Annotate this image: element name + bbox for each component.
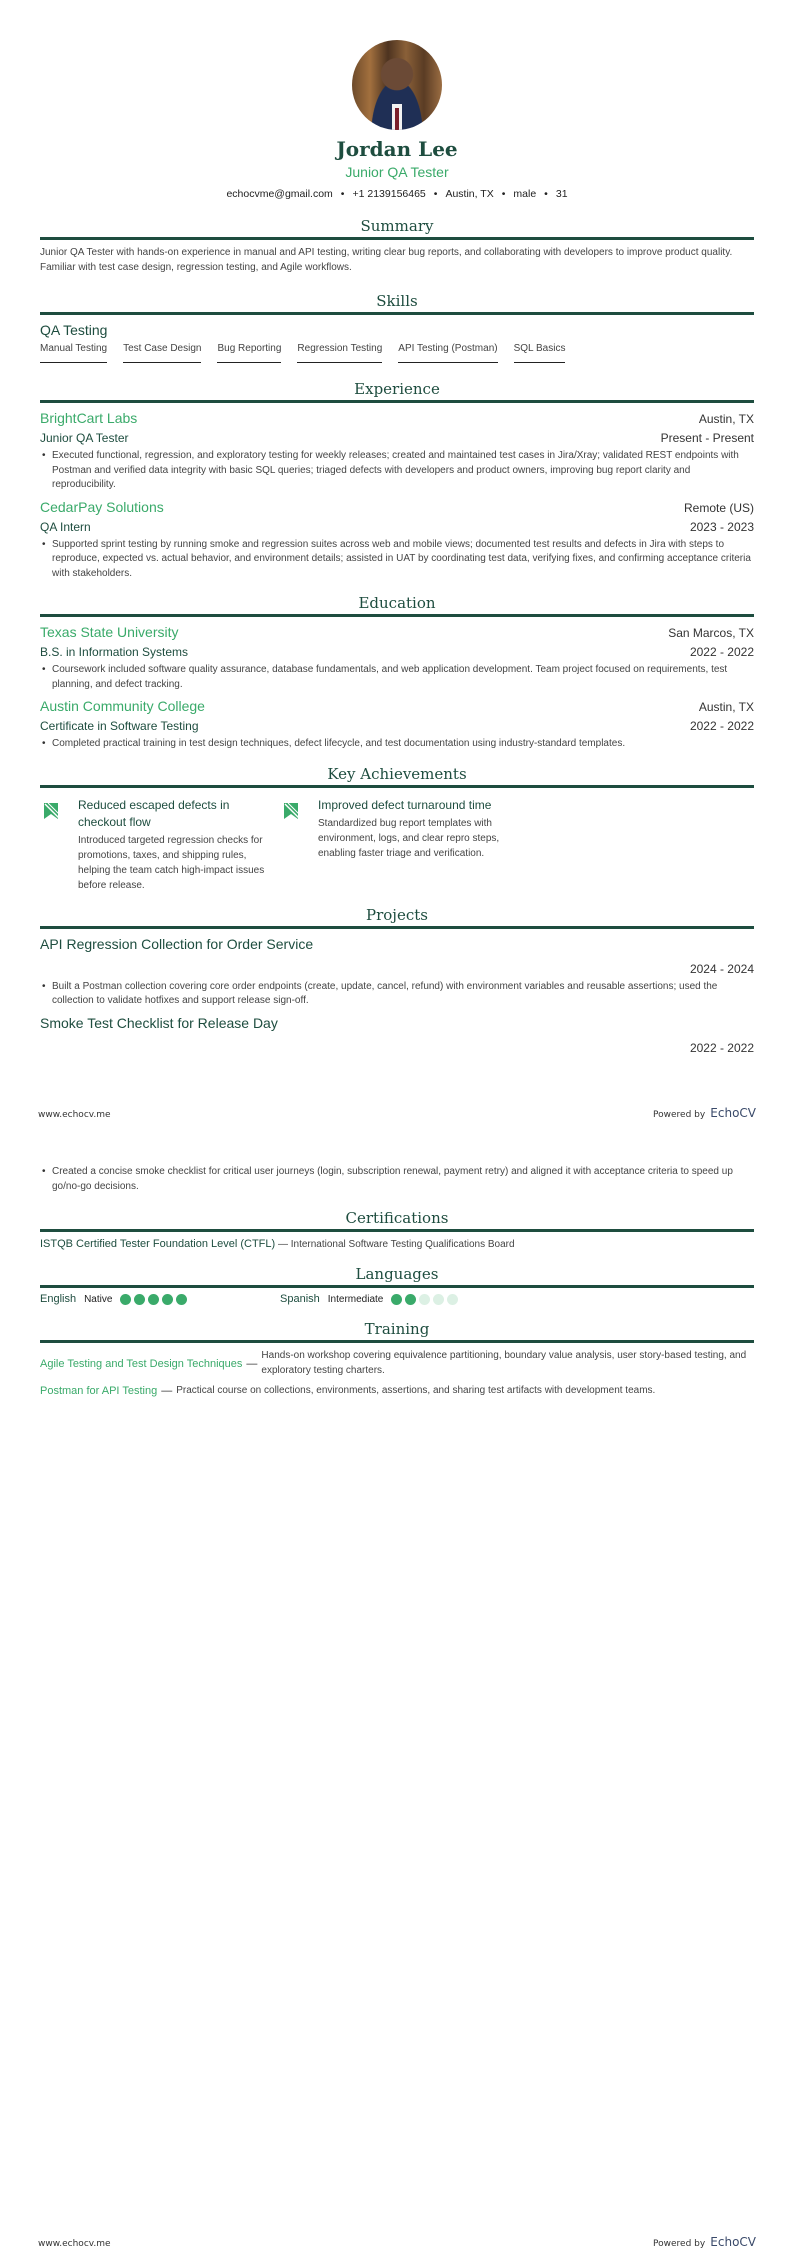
achievement-title: Reduced escaped defects in checkout flow <box>78 797 230 829</box>
section-title-skills: Skills <box>376 292 418 310</box>
job-role: QA Intern <box>40 519 91 534</box>
resume-page-2 <box>0 1123 794 2249</box>
language-item <box>40 1293 280 1305</box>
achievement-item <box>40 797 280 893</box>
contact-gender: male <box>513 188 537 200</box>
flag-icon <box>42 801 62 821</box>
skill-tag: Bug Reporting <box>217 342 281 363</box>
proficiency-dot-filled <box>120 1294 131 1305</box>
achievement-desc: Standardized bug report templates with environment, logs, and clear repro steps, enabling faster triage and verification. <box>318 817 500 859</box>
section-divider <box>40 785 754 788</box>
job-dates: 2023 - 2023 <box>689 519 754 534</box>
job-role: Junior QA Tester <box>40 431 129 445</box>
avatar <box>352 40 442 130</box>
job-bullet: • Supported sprint testing by running smoke and regression suites across web and mobile views; documented test results and defects in Jira with steps to reproduce, expected vs. actual behavior, and environment details; assisted in UAT by coordinating test data, verifying fixes, and confirming acceptance criteria with stakeholders. <box>40 538 754 582</box>
footer-brand[interactable]: EchoCV <box>710 1106 756 1120</box>
education-entry <box>40 622 754 692</box>
education-bullet: • Completed practical training in test design techniques, defect lifecycle, and test documentation using industry-standard templates. <box>40 737 754 752</box>
proficiency-dot-filled <box>391 1294 402 1305</box>
languages-list <box>40 1293 754 1305</box>
resume-page-1 <box>0 0 794 1123</box>
achievement-title: Improved defect turnaround time <box>318 797 492 812</box>
footer-site-link[interactable]: www.echocv.me <box>38 2239 111 2249</box>
section-divider <box>40 1229 754 1232</box>
proficiency-dot-filled <box>148 1294 159 1305</box>
school-name: Texas State University <box>40 624 179 640</box>
footer-powered-label: Powered by <box>653 2239 706 2249</box>
skill-tag: Manual Testing <box>40 342 107 363</box>
training-item: Agile Testing and Test Design Techniques — Hands-on workshop covering equivalence partitioning, boundary value analysis, user story-based testing, and exploratory testing charters. <box>40 1349 754 1378</box>
candidate-name: Jordan Lee <box>336 137 458 161</box>
certification-name: ISTQB Certified Tester Foundation Level (CTFL) <box>40 1238 276 1250</box>
language-level: Native <box>84 1293 113 1305</box>
skill-tag: Regression Testing <box>297 342 382 363</box>
flag-icon <box>282 801 302 821</box>
language-level: Intermediate <box>327 1293 384 1305</box>
project-title: Smoke Test Checklist for Release Day <box>40 1014 278 1031</box>
skill-group-title: QA Testing <box>40 322 108 338</box>
certification-issuer: International Software Testing Qualifications Board <box>290 1239 515 1250</box>
job-location: Remote (US) <box>683 500 754 515</box>
training-desc: Hands-on workshop covering equivalence partitioning, boundary value analysis, user story-based testing, and exploratory testing charters. <box>261 1350 747 1376</box>
proficiency-dot-filled <box>405 1294 416 1305</box>
experience-entry <box>40 497 754 582</box>
degree: B.S. in Information Systems <box>40 645 189 659</box>
project-dates: 2024 - 2024 <box>689 961 754 976</box>
degree: Certificate in Software Testing <box>40 719 199 733</box>
section-title-projects: Projects <box>366 905 428 924</box>
section-divider <box>40 312 754 315</box>
skill-tag: Test Case Design <box>123 342 201 363</box>
section-divider <box>40 926 754 929</box>
job-dates: Present - Present <box>660 431 754 445</box>
company-name: CedarPay Solutions <box>40 498 164 515</box>
section-title-experience: Experience <box>354 380 440 398</box>
job-bullet: • Executed functional, regression, and exploratory testing for weekly releases; created and maintained test cases in Jira/Xray; validated REST endpoints with Postman and verified data integrity with basic SQL queries; triaged defects with developers and product owners, improving bug report clarity and reproducibility. <box>40 449 754 493</box>
training-item: Postman for API Testing — Practical course on collections, environments, assertions, and sharing test artifacts with development teams. <box>40 1385 656 1398</box>
school-location: San Marcos, TX <box>668 626 754 640</box>
section-divider <box>40 1285 754 1288</box>
company-name: BrightCart Labs <box>40 410 138 426</box>
experience-entry <box>40 408 754 493</box>
footer-brand[interactable]: EchoCV <box>710 2235 756 2249</box>
contact-email[interactable]: echocvme@gmail.com <box>226 188 333 200</box>
language-name: English <box>40 1293 77 1305</box>
skill-tags <box>40 342 754 363</box>
education-entry <box>40 696 754 752</box>
section-title-education: Education <box>358 594 436 612</box>
project-bullet: • Created a concise smoke checklist for critical user journeys (login, subscription renewal, payment retry) and aligned it with acceptance criteria to speed up go/no-go decisions. <box>40 1165 754 1194</box>
section-title-certifications: Certifications <box>345 1209 449 1227</box>
section-divider <box>40 237 754 240</box>
education-dates: 2022 - 2022 <box>689 645 754 659</box>
footer-powered-label: Powered by <box>653 1110 706 1120</box>
proficiency-dot-filled <box>176 1294 187 1305</box>
page-footer <box>38 2231 756 2250</box>
proficiency-dot-empty <box>433 1294 444 1305</box>
contact-location: Austin, TX <box>445 188 494 200</box>
contact-phone[interactable]: +1 2139156465 <box>352 188 426 200</box>
proficiency-dot-empty <box>447 1294 458 1305</box>
certification-item: ISTQB Certified Tester Foundation Level (CTFL) — International Software Testing Qualifications Board <box>40 1238 515 1250</box>
education-dates: 2022 - 2022 <box>689 719 754 733</box>
resume-header <box>40 0 754 202</box>
training-name: Agile Testing and Test Design Techniques <box>40 1357 243 1370</box>
project-entry <box>40 1013 754 1057</box>
footer-site-link[interactable]: www.echocv.me <box>38 1110 111 1120</box>
section-title-achievements: Key Achievements <box>327 764 467 783</box>
summary-text: Junior QA Tester with hands-on experience in manual and API testing, writing clear bug reports, and collaborating with developers to improve product quality. Familiar with test case design, regression testing, and Agile workflows. <box>40 247 733 273</box>
section-divider <box>40 614 754 617</box>
skill-tag: SQL Basics <box>514 342 566 363</box>
section-divider <box>40 400 754 403</box>
education-bullet: • Coursework included software quality assurance, database fundamentals, and web application development. Team project focused on requirements, test planning, and defect tracking. <box>40 663 754 692</box>
section-title-languages: Languages <box>355 1265 439 1283</box>
project-bullet: • Built a Postman collection covering core order endpoints (create, update, cancel, refund) with environment variables and reusable assertions; used the collection to validate hotfixes and support release sign-off. <box>40 980 754 1009</box>
section-divider <box>40 1340 754 1343</box>
proficiency-dot-filled <box>134 1294 145 1305</box>
contact-line: echocvme@gmail.com • +1 2139156465 • Austin, TX • male • 31 <box>226 188 568 200</box>
project-title: API Regression Collection for Order Service <box>40 935 314 952</box>
page-footer <box>38 1102 756 1121</box>
candidate-title: Junior QA Tester <box>345 164 449 180</box>
contact-age: 31 <box>555 188 568 200</box>
training-desc: Practical course on collections, environments, assertions, and sharing test artifacts with development teams. <box>176 1385 656 1396</box>
school-location: Austin, TX <box>698 700 754 714</box>
achievements-grid <box>40 793 754 893</box>
section-title-training: Training <box>364 1320 430 1338</box>
language-name: Spanish <box>280 1293 320 1305</box>
project-dates: 2022 - 2022 <box>689 1040 754 1055</box>
proficiency-dot-filled <box>162 1294 173 1305</box>
language-item <box>280 1293 520 1305</box>
school-name: Austin Community College <box>40 698 205 714</box>
project-entry <box>40 934 754 1009</box>
job-location: Austin, TX <box>698 412 754 426</box>
section-title-summary: Summary <box>360 217 434 235</box>
skill-tag: API Testing (Postman) <box>398 342 497 363</box>
proficiency-dot-empty <box>419 1294 430 1305</box>
training-name: Postman for API Testing <box>40 1385 158 1398</box>
achievement-desc: Introduced targeted regression checks for promotions, taxes, and shipping rules, helping the team catch high-impact issues before release. <box>78 834 265 891</box>
achievement-item <box>280 797 540 893</box>
